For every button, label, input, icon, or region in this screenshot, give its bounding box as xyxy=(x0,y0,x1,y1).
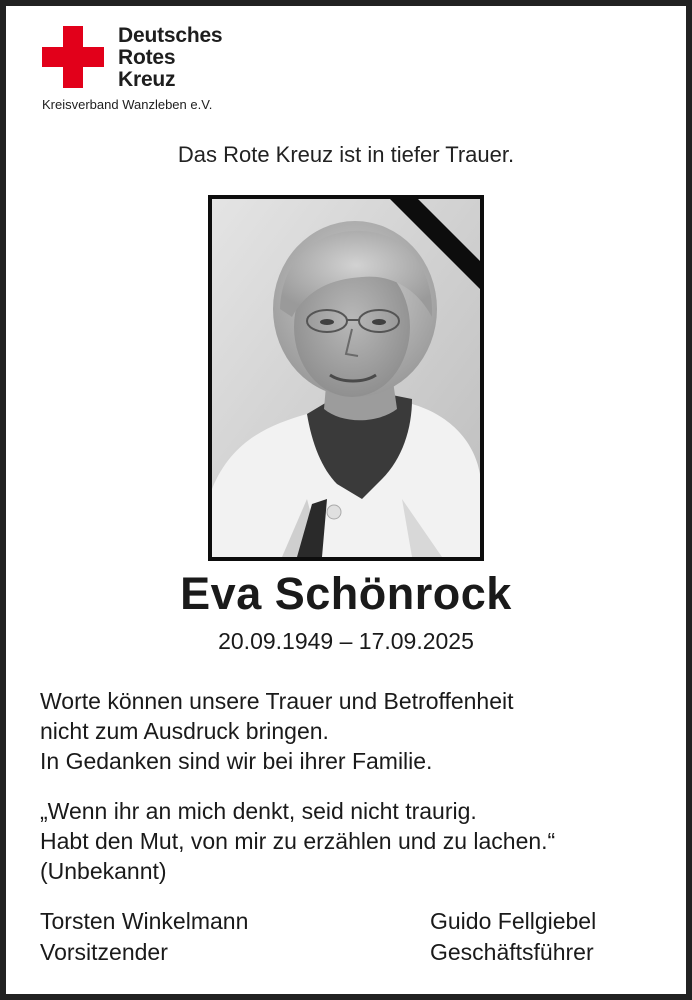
message-line: Worte können unsere Trauer und Betroffenheit xyxy=(40,688,514,714)
signature-chairman xyxy=(40,906,248,968)
red-cross-icon xyxy=(42,26,104,88)
signature-role: Geschäftsführer xyxy=(430,939,594,965)
headline: Das Rote Kreuz ist in tiefer Trauer. xyxy=(177,142,515,167)
deceased-name: Eva Schönrock xyxy=(180,568,512,619)
quote-source: (Unbekannt) xyxy=(40,858,167,884)
quote-line: „Wenn ihr an mich denkt, seid nicht traurig. xyxy=(40,798,477,824)
logo-word-line: Rotes xyxy=(118,46,176,69)
quote-block xyxy=(40,796,555,886)
condolence-message xyxy=(40,686,514,776)
signature-name: Torsten Winkelmann xyxy=(40,908,249,934)
signature-name: Guido Fellgiebel xyxy=(430,908,597,934)
logo-word-line: Kreuz xyxy=(118,68,176,91)
message-line: In Gedanken sind wir bei ihrer Familie. xyxy=(40,748,433,774)
logo-subtitle: Kreisverband Wanzleben e.V. xyxy=(42,97,213,112)
logo-word-line: Deutsches xyxy=(118,24,223,47)
signature-role: Vorsitzender xyxy=(40,939,168,965)
signature-manager xyxy=(430,906,596,968)
life-dates: 20.09.1949 – 17.09.2025 xyxy=(218,628,474,654)
red-cross-logo xyxy=(42,26,302,118)
quote-line: Habt den Mut, von mir zu erzählen und zu lachen.“ xyxy=(40,828,556,854)
logo-wordmark xyxy=(118,25,222,91)
message-line: nicht zum Ausdruck bringen. xyxy=(40,718,329,744)
portrait-photo xyxy=(208,195,484,561)
